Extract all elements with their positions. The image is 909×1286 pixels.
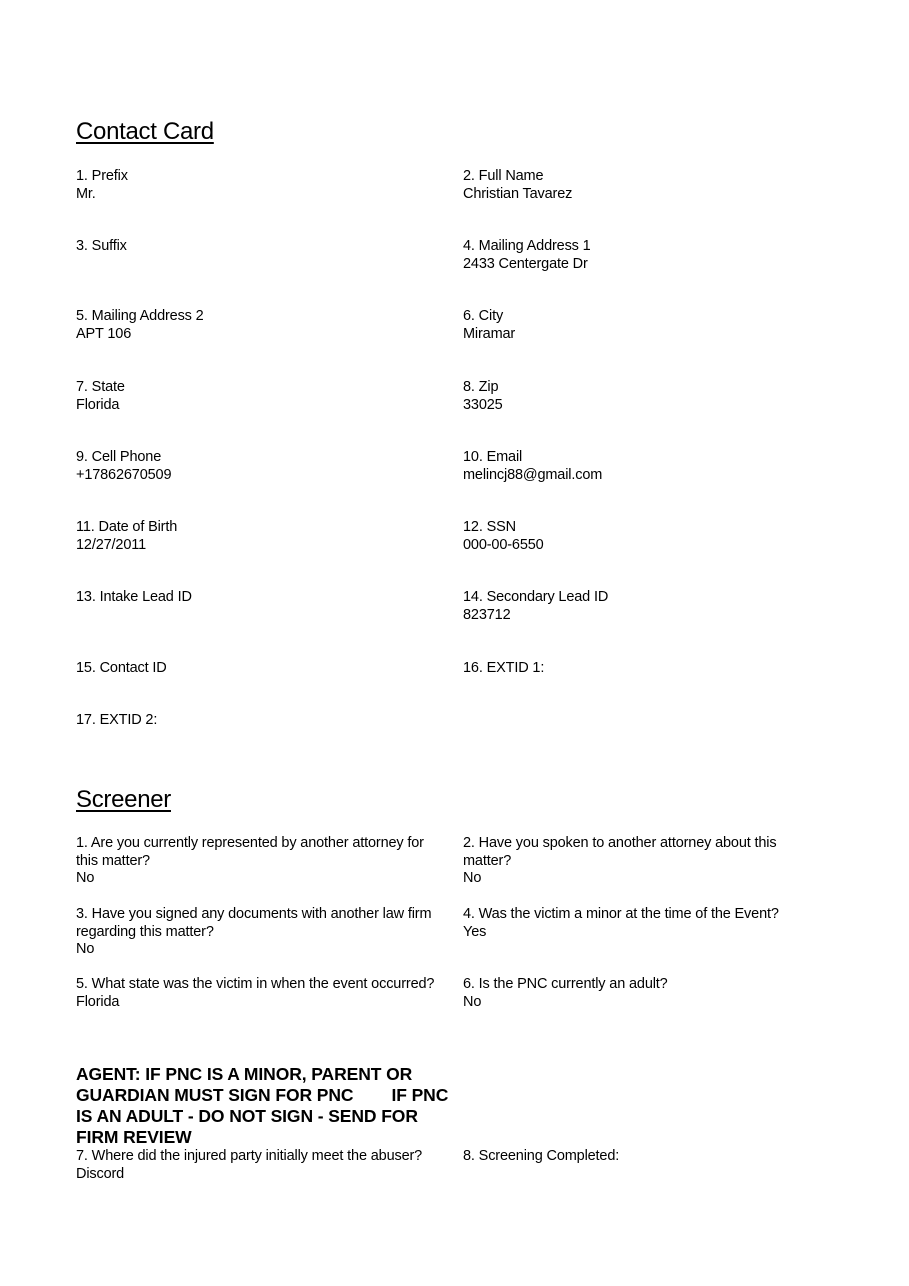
screener-question-2 bbox=[463, 835, 823, 888]
field-label: 5. Mailing Address 2 bbox=[76, 308, 204, 324]
field-label: 8. Zip bbox=[463, 379, 499, 395]
field-cell-phone bbox=[76, 449, 448, 484]
field-value: Florida bbox=[76, 396, 120, 413]
field-label: 3. Suffix bbox=[76, 238, 127, 254]
field-label: 12. SSN bbox=[463, 519, 516, 535]
field-ssn bbox=[463, 519, 823, 554]
screener-question-6 bbox=[463, 976, 823, 1011]
field-full-name bbox=[463, 168, 823, 203]
screener-question-3 bbox=[76, 906, 448, 959]
question-label: 4. Was the victim a minor at the time of the Event? bbox=[463, 906, 779, 922]
field-label: 6. City bbox=[463, 308, 504, 324]
field-city bbox=[463, 308, 823, 343]
field-label: 1. Prefix bbox=[76, 168, 128, 184]
field-prefix bbox=[76, 168, 448, 203]
question-answer: No bbox=[463, 993, 482, 1010]
question-label: 1. Are you currently represented by another attorney for this matter? bbox=[76, 835, 428, 869]
question-answer: No bbox=[463, 870, 482, 886]
question-answer: Florida bbox=[76, 993, 120, 1010]
field-value: Christian Tavarez bbox=[463, 185, 573, 202]
field-value: Mr. bbox=[76, 185, 96, 202]
question-label: 3. Have you signed any documents with another law firm regarding this matter? bbox=[76, 906, 436, 940]
field-label: 4. Mailing Address 1 bbox=[463, 238, 591, 254]
question-answer: No bbox=[76, 941, 95, 957]
field-label: 9. Cell Phone bbox=[76, 449, 162, 465]
field-label: 17. EXTID 2: bbox=[76, 712, 158, 728]
field-intake-lead-id bbox=[76, 589, 448, 607]
field-label: 11. Date of Birth bbox=[76, 519, 178, 535]
question-label: 8. Screening Completed: bbox=[463, 1148, 620, 1164]
field-email bbox=[463, 449, 823, 484]
question-label: 6. Is the PNC currently an adult? bbox=[463, 976, 668, 992]
field-suffix bbox=[76, 238, 448, 256]
field-label: 7. State bbox=[76, 379, 125, 395]
question-answer: No bbox=[76, 870, 95, 886]
field-value: +17862670509 bbox=[76, 466, 172, 483]
field-value: 33025 bbox=[463, 396, 503, 413]
field-extid-2 bbox=[76, 712, 448, 730]
question-label: 2. Have you spoken to another attorney about this matter? bbox=[463, 835, 781, 869]
screener-question-5 bbox=[76, 976, 448, 1011]
field-zip bbox=[463, 379, 823, 414]
field-value: melincj88@gmail.com bbox=[463, 466, 603, 483]
question-label: 7. Where did the injured party initially meet the abuser? bbox=[76, 1148, 423, 1164]
question-answer: Yes bbox=[463, 923, 487, 940]
field-value: 12/27/2011 bbox=[76, 536, 146, 553]
field-value: 2433 Centergate Dr bbox=[463, 255, 588, 272]
field-value: Miramar bbox=[463, 325, 516, 342]
field-value: 000-00-6550 bbox=[463, 536, 544, 553]
question-answer: Discord bbox=[76, 1165, 125, 1182]
field-label: 15. Contact ID bbox=[76, 660, 167, 676]
field-state bbox=[76, 379, 448, 414]
field-value: APT 106 bbox=[76, 325, 132, 342]
field-contact-id bbox=[76, 660, 448, 678]
field-value: 823712 bbox=[463, 606, 511, 623]
field-secondary-lead-id bbox=[463, 589, 823, 624]
agent-notice: AGENT: IF PNC IS A MINOR, PARENT OR GUARDIAN MUST SIGN FOR PNC IF PNC IS AN ADULT - DO NOT SIGN - SEND FOR FIRM REVIEW bbox=[76, 1064, 454, 1147]
screener-question-8 bbox=[463, 1148, 823, 1166]
field-extid-1 bbox=[463, 660, 823, 678]
question-label: 5. What state was the victim in when the event occurred? bbox=[76, 976, 435, 992]
field-mailing-address-2 bbox=[76, 308, 448, 343]
field-label: 13. Intake Lead ID bbox=[76, 589, 192, 605]
field-date-of-birth bbox=[76, 519, 448, 554]
field-mailing-address-1 bbox=[463, 238, 823, 273]
screener-title: Screener bbox=[76, 786, 171, 813]
field-label: 10. Email bbox=[463, 449, 523, 465]
screener-question-1 bbox=[76, 835, 448, 888]
field-label: 14. Secondary Lead ID bbox=[463, 589, 609, 605]
screener-question-7 bbox=[76, 1148, 448, 1183]
field-label: 16. EXTID 1: bbox=[463, 660, 545, 676]
field-label: 2. Full Name bbox=[463, 168, 544, 184]
screener-question-4 bbox=[463, 906, 823, 941]
contact-card-title: Contact Card bbox=[76, 118, 214, 145]
